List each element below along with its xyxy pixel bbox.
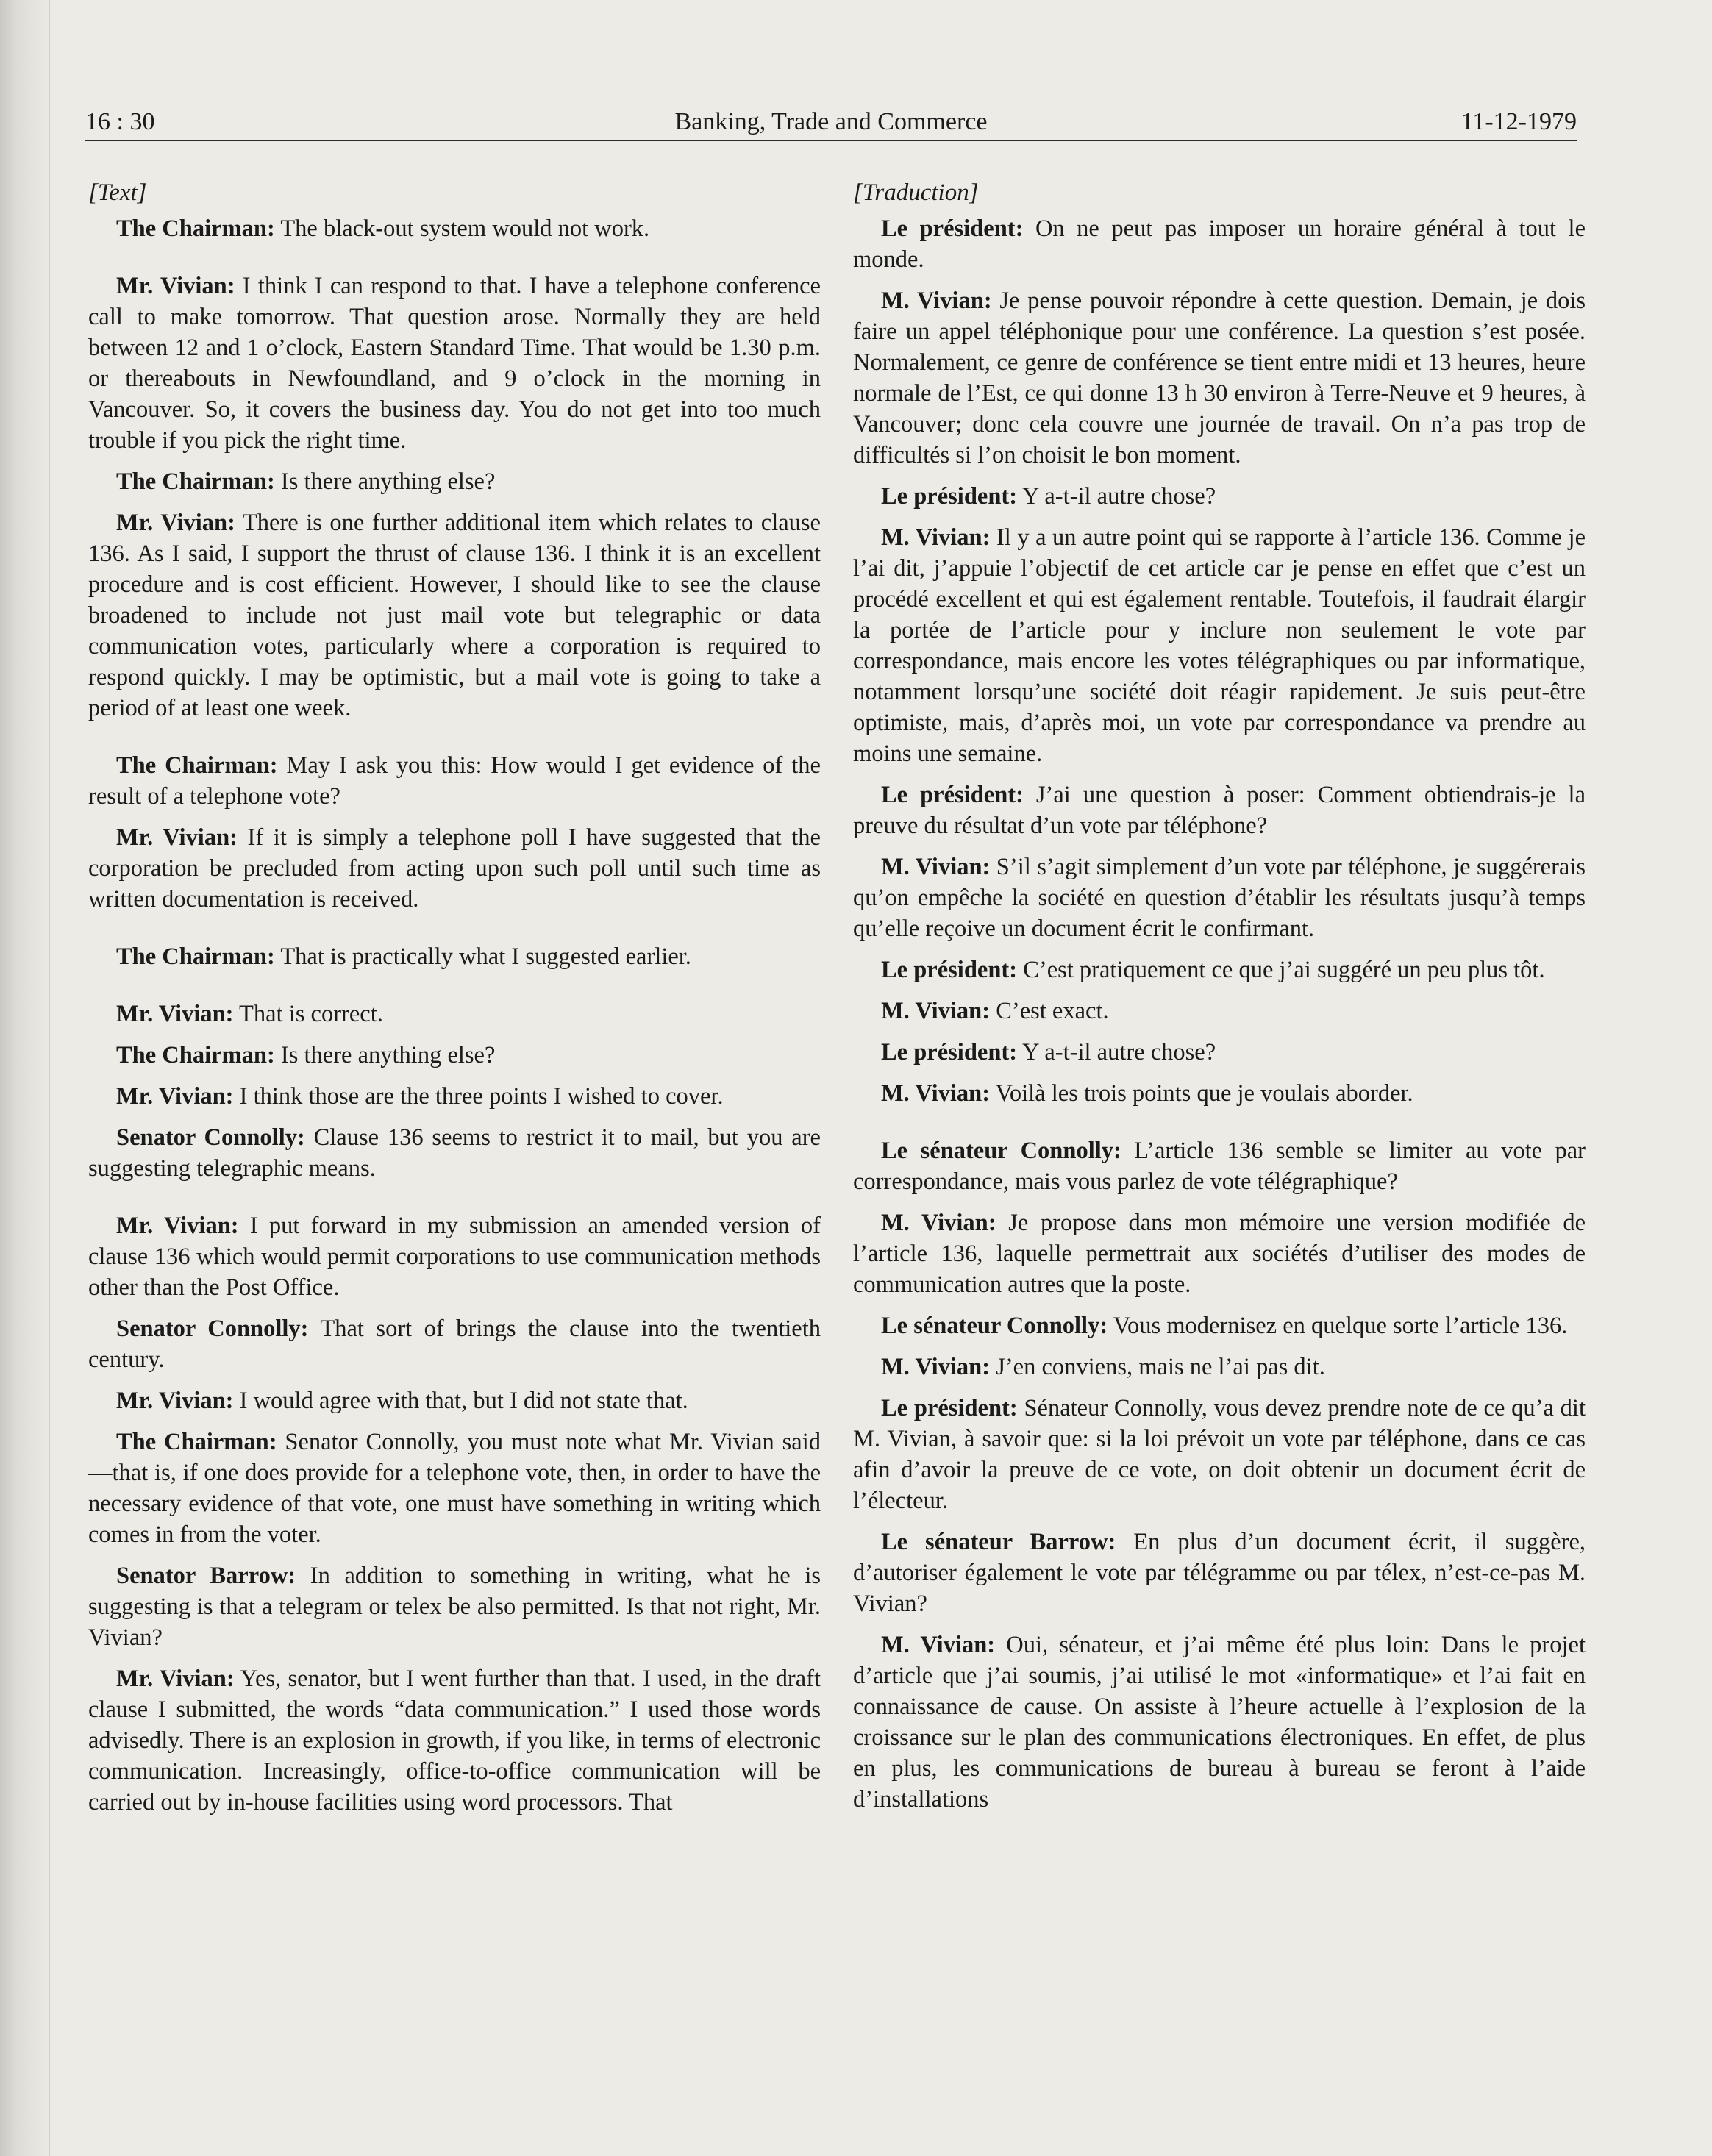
- speaker: M. Vivian:: [881, 998, 991, 1024]
- speaker: The Chairman:: [116, 943, 275, 970]
- speech: C’est pratiquement ce que j’ai suggéré un peu plus tôt.: [1017, 957, 1545, 983]
- page-date: 11-12-1979: [1460, 108, 1577, 135]
- speech: I would agree with that, but I did not state that.: [233, 1388, 688, 1414]
- running-title: Banking, Trade and Commerce: [674, 108, 988, 135]
- speaker: Le président:: [881, 483, 1018, 510]
- page-header: [85, 104, 1577, 140]
- header-rule: [85, 140, 1577, 141]
- speech: Oui, sénateur, et j’ai même été plus loin: Dans le projet d’article que j’ai soumis, j’ai utilisé le mot «informatique» et l’ai fait en connaissance de cause. On assiste à l’heure actuelle à l’explosion de la croissance sur le plan des communications électroniques. En effet, de plus en plus, les communications de bureau à bureau se feront à l’aide d’installations: [853, 1632, 1586, 1813]
- speech: The black-out system would not work.: [274, 215, 650, 242]
- paragraph: [853, 1078, 1586, 1109]
- paragraph: [853, 779, 1586, 841]
- speaker: Mr. Vivian:: [116, 1388, 234, 1414]
- speaker: M. Vivian:: [881, 854, 991, 880]
- speech: C’est exact.: [990, 998, 1109, 1024]
- speech: If it is simply a telephone poll I have suggested that the corporation be precluded from acting upon such poll until such time as written documentation is received.: [88, 824, 821, 913]
- speaker: Mr. Vivian:: [116, 510, 235, 536]
- speaker: Mr. Vivian:: [116, 273, 235, 299]
- paragraph: [88, 941, 821, 972]
- speech: May I ask you this: How would I get evidence of the result of a telephone vote?: [88, 752, 821, 810]
- speech: On ne peut pas imposer un horaire général à tout le monde.: [853, 215, 1586, 273]
- paragraph: [88, 1210, 821, 1303]
- paragraph: [88, 1313, 821, 1375]
- speaker: Le sénateur Barrow:: [881, 1529, 1116, 1555]
- speaker: Senator Connolly:: [116, 1316, 309, 1342]
- paragraph: [88, 1427, 821, 1550]
- paragraph: [853, 1527, 1586, 1619]
- speech: Is there anything else?: [274, 1042, 496, 1068]
- speaker: Le président:: [881, 782, 1024, 808]
- paragraph: [88, 213, 821, 244]
- paragraph: [853, 1037, 1586, 1068]
- speech: That is correct.: [233, 1001, 383, 1027]
- speaker: The Chairman:: [116, 215, 275, 242]
- page-folio: 16 : 30: [85, 108, 155, 135]
- speaker: M. Vivian:: [881, 1080, 991, 1107]
- speech: L’article 136 semble se limiter au vote par correspondance, mais vous parlez de vote télégraphique?: [853, 1138, 1586, 1195]
- paragraph: [88, 466, 821, 497]
- paragraph: [88, 750, 821, 812]
- paragraph: [853, 522, 1586, 769]
- speaker: Mr. Vivian:: [116, 824, 238, 851]
- speech: That is practically what I suggested earlier.: [274, 943, 691, 970]
- paragraph: [853, 996, 1586, 1027]
- speaker: M. Vivian:: [881, 1354, 991, 1380]
- speech: Je propose dans mon mémoire une version modifiée de l’article 136, laquelle permettrait aux sociétés d’utiliser des modes de communication autres que la poste.: [853, 1210, 1586, 1298]
- paragraph: [853, 1393, 1586, 1516]
- speaker: Le président:: [881, 957, 1018, 983]
- speaker: Le sénateur Connolly:: [881, 1138, 1121, 1164]
- speech: In addition to something in writing, what he is suggesting is that a telegram or telex be also permitted. Is that not right, Mr. Vivian?: [88, 1563, 821, 1651]
- speaker: The Chairman:: [116, 468, 275, 495]
- paragraph: [853, 1310, 1586, 1341]
- speaker: Le président:: [881, 215, 1024, 242]
- paragraph: [853, 285, 1586, 471]
- paragraph: [88, 507, 821, 724]
- paragraph: [853, 852, 1586, 944]
- paragraph: [88, 1560, 821, 1653]
- speech: S’il s’agit simplement d’un vote par téléphone, je suggérerais qu’on empêche la société en question d’établir les résultats jusqu’à temps qu’elle reçoive un document écrit le confirmant.: [853, 854, 1586, 942]
- speaker: Mr. Vivian:: [116, 1001, 234, 1027]
- speech: Senator Connolly, you must note what Mr. Vivian said—that is, if one does provide for a telephone vote, then, in order to have the necessary evidence of that vote, one must have something in writing which comes in from the voter.: [88, 1429, 821, 1548]
- speech: Je pense pouvoir répondre à cette question. Demain, je dois faire un appel téléphonique pour une conférence. La question s’est posée. Normalement, ce genre de conférence se tient entre midi et 13 heures, heure normale de l’Est, ce qui donne 13 h 30 environ à Terre-Neuve et 9 heures, à Vancouver; donc cela couvre une journée de travail. On n’a pas trop de difficultés si l’on choisit le bon moment.: [853, 288, 1586, 468]
- paragraph: [853, 213, 1586, 275]
- speaker: Mr. Vivian:: [116, 1213, 239, 1239]
- paragraph: [853, 1352, 1586, 1382]
- speaker: The Chairman:: [116, 752, 278, 779]
- paragraph: [853, 1630, 1586, 1815]
- paragraph: [88, 271, 821, 456]
- speaker: Mr. Vivian:: [116, 1083, 234, 1110]
- speaker: M. Vivian:: [881, 288, 992, 314]
- paragraph: [88, 1040, 821, 1071]
- speech: I think those are the three points I wished to cover.: [233, 1083, 724, 1110]
- speech: I put forward in my submission an amended version of clause 136 which would permit corporations to use communication methods other than the Post Office.: [88, 1213, 821, 1301]
- speech: Voilà les trois points que je voulais aborder.: [990, 1080, 1413, 1107]
- speaker: The Chairman:: [116, 1042, 275, 1068]
- speech: J’en conviens, mais ne l’ai pas dit.: [990, 1354, 1325, 1380]
- speech: En plus d’un document écrit, il suggère, d’autoriser également le vote par télégramme ou par télex, n’est-ce-pas M. Vivian?: [853, 1529, 1586, 1617]
- speech: Yes, senator, but I went further than that. I used, in the draft clause I submitted, the words “data communication.” I used those words advisedly. There is an explosion in growth, if you like, in terms of electronic communication. Increasingly, office-to-office communication will be carried out by in-house facilities using word processors. That: [88, 1666, 821, 1816]
- paragraph: [853, 954, 1586, 985]
- paragraph: [88, 822, 821, 915]
- speaker: Le président:: [881, 1395, 1018, 1421]
- speech: Clause 136 seems to restrict it to mail, but you are suggesting telegraphic means.: [88, 1124, 821, 1182]
- speaker: Le président:: [881, 1039, 1018, 1065]
- speech: I think I can respond to that. I have a telephone conference call to make tomorrow. That question arose. Normally they are held between 12 and 1 o’clock, Eastern Standard Time. That would be 1.30 p.m. or thereabouts in Newfoundland, and 9 o’clock in the morning in Vancouver. So, it covers the business day. You do not get into too much trouble if you pick the right time.: [88, 273, 821, 454]
- speech: Vous modernisez en quelque sorte l’article 136.: [1108, 1313, 1568, 1339]
- speaker: The Chairman:: [116, 1429, 277, 1455]
- column-label: [Text]: [88, 179, 147, 206]
- speech: Y a-t-il autre chose?: [1017, 1039, 1216, 1065]
- paragraph: [88, 1122, 821, 1184]
- speech: That sort of brings the clause into the twentieth century.: [88, 1316, 821, 1373]
- speech: J’ai une question à poser: Comment obtiendrais-je la preuve du résultat d’un vote par téléphone?: [853, 782, 1586, 839]
- paragraph: [88, 999, 821, 1029]
- paragraph: [88, 1081, 821, 1112]
- paragraph: [88, 1663, 821, 1818]
- speech: Il y a un autre point qui se rapporte à l’article 136. Comme je l’ai dit, j’appuie l’objectif de cet article car je pense en effet que c’est un procédé excellent et qui est également rentable. Toutefois, il faudrait élargir la portée de l’article pour y inclure non seulement le vote par correspondance, mais encore les votes télégraphiques ou par informatique, notamment lorsqu’une société doit réagir rapidement. Je suis peut-être optimiste, mais, d’après moi, un vote par correspondance va prendre au moins une semaine.: [853, 524, 1586, 767]
- paragraph: [88, 1385, 821, 1416]
- speech: There is one further additional item which relates to clause 136. As I said, I support the thrust of clause 136. I think it is an excellent procedure and is cost efficient. However, I should like to see the clause broadened to include not just mail vote but telegraphic or data communication votes, particularly where a corporation is required to respond quickly. I may be optimistic, but a mail vote is going to take a period of at least one week.: [88, 510, 821, 721]
- speaker: M. Vivian:: [881, 524, 991, 551]
- speaker: Senator Barrow:: [116, 1563, 296, 1589]
- speaker: M. Vivian:: [881, 1210, 996, 1236]
- speaker: Senator Connolly:: [116, 1124, 305, 1151]
- speech: Is there anything else?: [274, 468, 496, 495]
- speaker: Mr. Vivian:: [116, 1666, 235, 1692]
- speech: Y a-t-il autre chose?: [1017, 483, 1216, 510]
- speech: Sénateur Connolly, vous devez prendre note de ce qu’a dit M. Vivian, à savoir que: si la loi prévoit un vote par téléphone, dans ce cas afin d’avoir la preuve de ce vote, on doit obtenir un document écrit de l’électeur.: [853, 1395, 1586, 1514]
- page-binding-shadow: [0, 0, 54, 2156]
- column-label: [Traduction]: [853, 179, 979, 206]
- speaker: Le sénateur Connolly:: [881, 1313, 1108, 1339]
- paragraph: [853, 481, 1586, 512]
- french-column: [853, 176, 1586, 1825]
- english-column: [88, 176, 821, 1828]
- speaker: M. Vivian:: [881, 1632, 996, 1658]
- paragraph: [853, 1135, 1586, 1197]
- paragraph: [853, 1207, 1586, 1300]
